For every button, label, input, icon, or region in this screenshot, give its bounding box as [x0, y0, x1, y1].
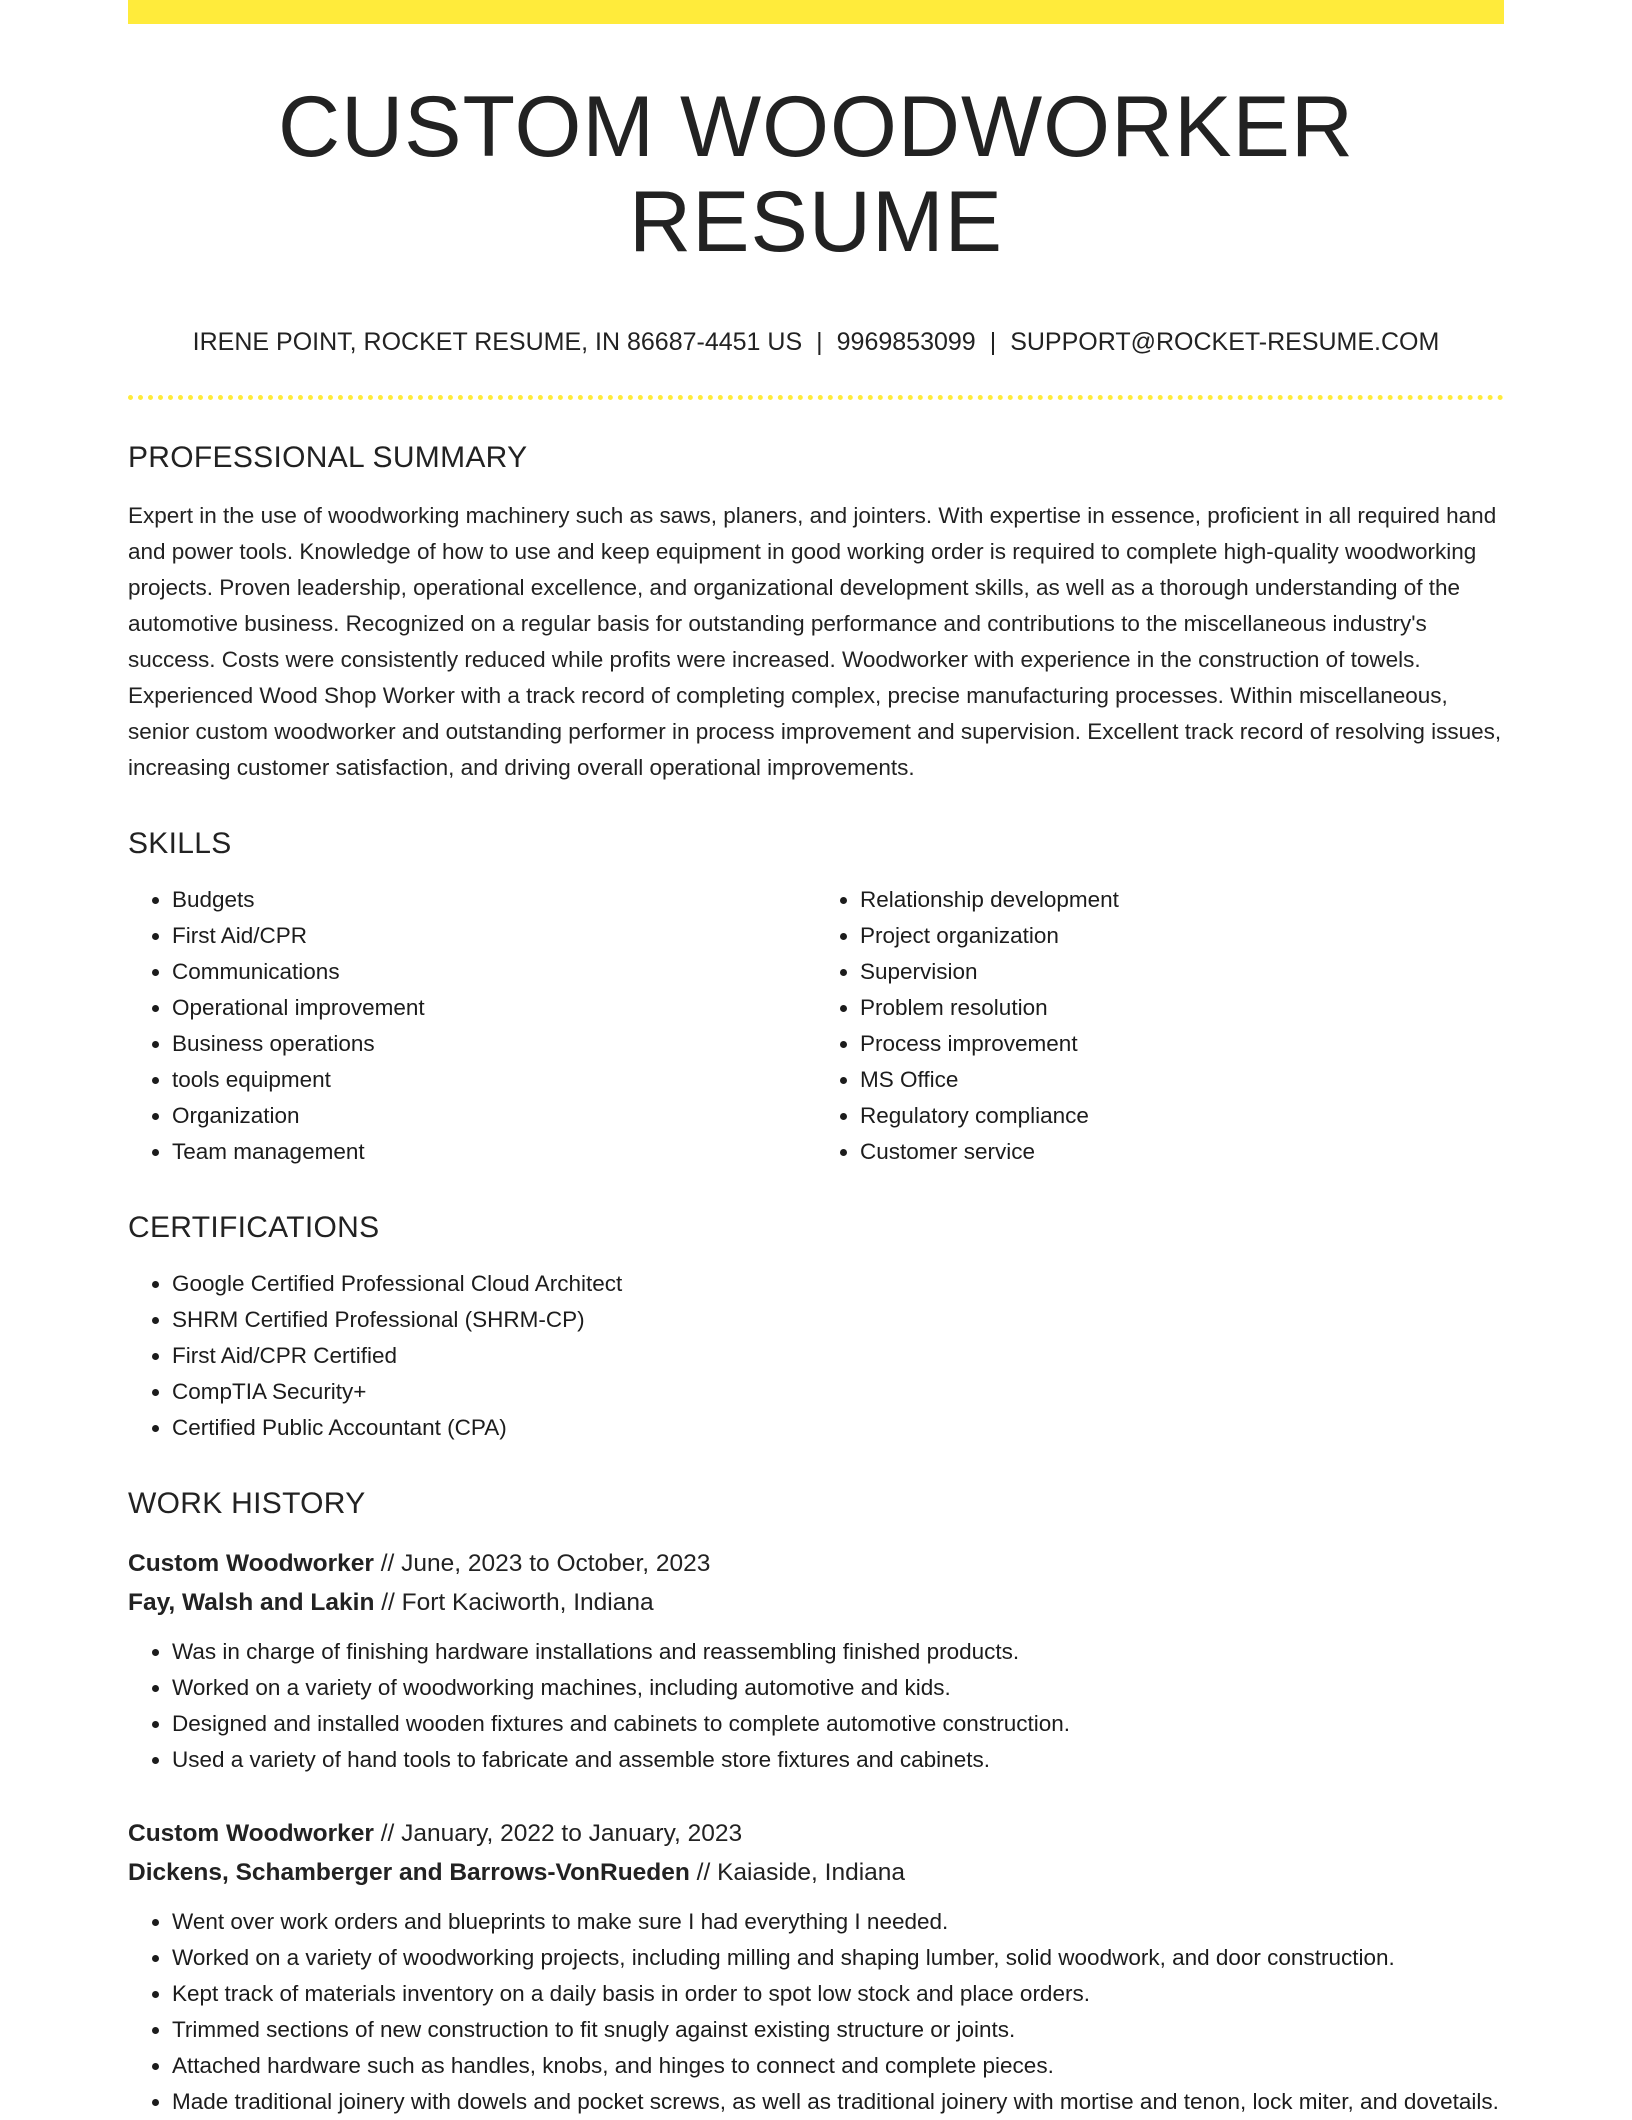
header-divider	[128, 395, 1504, 400]
job-company-line	[128, 1853, 1504, 1892]
job-bullet: • Made traditional joinery with dowels and pocket screws, as well as traditional joinery with mortise and tenon, lock miter, and dovetails.	[172, 2084, 1504, 2120]
contact-separator: |	[989, 328, 997, 357]
skill-item: • Process improvement	[860, 1026, 1504, 1062]
skill-item: • Problem resolution	[860, 990, 1504, 1026]
job-delimiter: //	[373, 1820, 402, 1848]
summary-section	[128, 440, 1504, 786]
certifications-list	[128, 1266, 1504, 1446]
certifications-heading: CERTIFICATIONS	[128, 1211, 380, 1245]
job-company-line	[128, 1583, 1504, 1622]
job-title: Custom Woodworker	[128, 1820, 374, 1848]
job-bullet: • Went over work orders and blueprints to make sure I had everything I needed.	[172, 1904, 1504, 1940]
skill-item: • Organization	[172, 1098, 816, 1134]
work-history-heading: WORK HISTORY	[128, 1487, 366, 1521]
job-bullets	[128, 1634, 1504, 1778]
skill-item: • Project organization	[860, 918, 1504, 954]
job-dates: June, 2023 to October, 2023	[401, 1550, 711, 1578]
certification-item: • Certified Public Accountant (CPA)	[172, 1410, 1504, 1446]
skill-item: • Communications	[172, 954, 816, 990]
job-bullet: • Kept track of materials inventory on a daily basis in order to spot low stock and place orders.	[172, 1976, 1504, 2012]
resume-page	[128, 0, 1504, 2120]
work-history-section	[128, 1486, 1504, 2120]
job-delimiter: //	[689, 1859, 718, 1887]
certification-item: • First Aid/CPR Certified	[172, 1338, 1504, 1374]
certification-item: • Google Certified Professional Cloud Architect	[172, 1266, 1504, 1302]
job-bullet: • Worked on a variety of woodworking machines, including automotive and kids.	[172, 1670, 1504, 1706]
skills-list-right	[816, 882, 1504, 1170]
summary-text: Expert in the use of woodworking machinery such as saws, planers, and jointers. With expertise in essence, proficient in all required hand and power tools. Knowledge of how to use and keep equipment in good working order is required to complete high-quality woodworking projects. Proven leadership, operational excellence, and organizational development skills, as well as a thorough understanding of the automotive business. Recognized on a regular basis for outstanding performance and contributions to the miscellaneous industry's success. Costs were consistently reduced while profits were increased. Woodworker with experience in the construction of towels. Experienced Wood Shop Worker with a track record of completing complex, precise manufacturing processes. Within miscellaneous, senior custom woodworker and outstanding performer in process improvement and supervision. Excellent track record of resolving issues, increasing customer satisfaction, and driving overall operational improvements.	[128, 503, 1502, 781]
certification-item: • CompTIA Security+	[172, 1374, 1504, 1410]
skill-item: • Operational improvement	[172, 990, 816, 1026]
certification-item: • SHRM Certified Professional (SHRM-CP)	[172, 1302, 1504, 1338]
contact-address: IRENE POINT, ROCKET RESUME, IN 86687-4451 US	[192, 328, 803, 357]
job-bullet: • Worked on a variety of woodworking projects, including milling and shaping lumber, solid woodwork, and door construction.	[172, 1940, 1504, 1976]
skill-item: • tools equipment	[172, 1062, 816, 1098]
skills-section	[128, 826, 1504, 1170]
job-location: Kaiaside, Indiana	[717, 1859, 906, 1887]
job-company: Dickens, Schamberger and Barrows-VonRueden	[128, 1859, 690, 1887]
skills-list-left	[128, 882, 816, 1170]
job-title: Custom Woodworker	[128, 1550, 374, 1578]
contact-phone: 9969853099	[836, 328, 976, 357]
skill-item: • MS Office	[860, 1062, 1504, 1098]
job-location: Fort Kaciworth, Indiana	[401, 1589, 654, 1617]
job-entry	[128, 1544, 1504, 1778]
certifications-section	[128, 1210, 1504, 1446]
skill-item: • Team management	[172, 1134, 816, 1170]
skill-item: • Business operations	[172, 1026, 816, 1062]
summary-heading: PROFESSIONAL SUMMARY	[128, 441, 528, 475]
job-bullet: • Trimmed sections of new construction to fit snugly against existing structure or joints.	[172, 2012, 1504, 2048]
skill-item: • First Aid/CPR	[172, 918, 816, 954]
skill-item: • Budgets	[172, 882, 816, 918]
skill-item: • Regulatory compliance	[860, 1098, 1504, 1134]
contact-separator: |	[816, 328, 823, 357]
job-title-line	[128, 1544, 1504, 1583]
job-entry	[128, 1814, 1504, 2120]
job-bullets	[128, 1904, 1504, 2120]
job-bullet: • Designed and installed wooden fixtures and cabinets to complete automotive construction.	[172, 1706, 1504, 1742]
skills-grid	[128, 882, 1504, 1170]
job-delimiter: //	[374, 1589, 402, 1617]
contact-line	[128, 327, 1504, 357]
job-bullet: • Attached hardware such as handles, knobs, and hinges to connect and complete pieces.	[172, 2048, 1504, 2084]
skill-item: • Customer service	[860, 1134, 1504, 1170]
skill-item: • Supervision	[860, 954, 1504, 990]
resume-title: CUSTOM WOODWORKER RESUME	[277, 79, 1355, 270]
job-bullet: • Used a variety of hand tools to fabricate and assemble store fixtures and cabinets.	[172, 1742, 1504, 1778]
job-bullet: • Was in charge of finishing hardware installations and reassembling finished products.	[172, 1634, 1504, 1670]
skills-heading: SKILLS	[128, 827, 232, 861]
top-accent-bar	[128, 0, 1504, 24]
contact-email: SUPPORT@ROCKET-RESUME.COM	[1010, 328, 1440, 357]
job-delimiter: //	[373, 1550, 402, 1578]
job-company: Fay, Walsh and Lakin	[128, 1589, 375, 1617]
job-title-line	[128, 1814, 1504, 1853]
skill-item: • Relationship development	[860, 882, 1504, 918]
job-dates: January, 2022 to January, 2023	[401, 1820, 743, 1848]
